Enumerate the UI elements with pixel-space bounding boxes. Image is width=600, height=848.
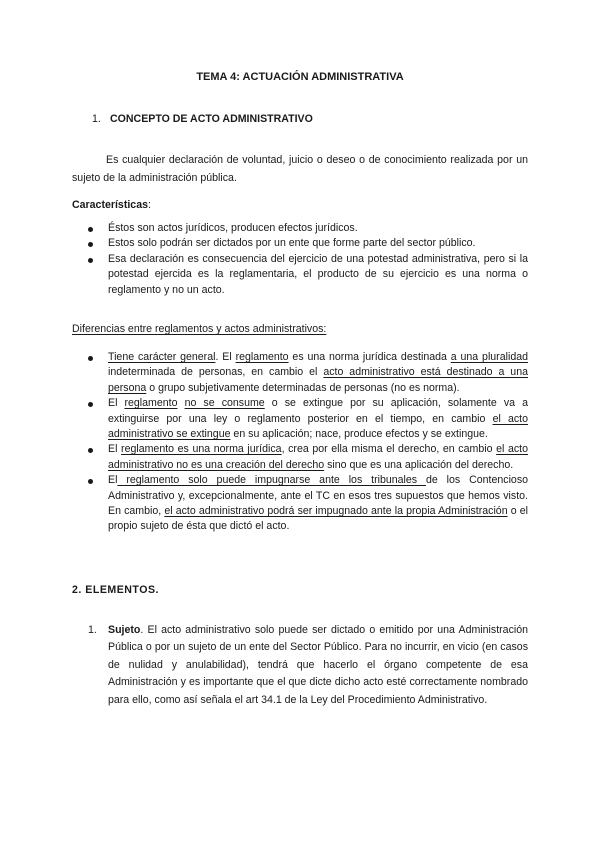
- list-item-term: Sujeto: [108, 624, 141, 636]
- list-item-text: El: [108, 474, 118, 487]
- section-2-heading: 2. ELEMENTOS.: [72, 584, 159, 596]
- list-item-text: Esa declaración es consecuencia del ejercicio de una potestad administrativa, pero si la potestad ejercida es la reglamentaria, el producto de su ejercicio es una norma o reglamento y no un acto.: [108, 252, 528, 296]
- list-item-text: de los Contencioso Administrativo y, excepcionalmente, ante el TC en esos tres supuestos que hemos visto. En cambio,: [108, 474, 529, 518]
- characteristics-list: [72, 221, 528, 298]
- underlined-text: reglamento: [124, 397, 178, 410]
- list-item-text: [178, 397, 185, 409]
- list-item-text: . El: [215, 351, 236, 363]
- underlined-text: no se consume: [184, 397, 265, 410]
- characteristics-heading: [72, 199, 151, 211]
- underlined-text: reglamento es una norma jurídica: [121, 443, 282, 456]
- bullet-icon: [88, 356, 93, 361]
- definition-paragraph: Es cualquier declaración de voluntad, juicio o deseo o de conocimiento realizada por un sujeto de la administración pública.: [72, 154, 528, 184]
- list-item-text: sino que es una aplicación del derecho.: [324, 458, 514, 471]
- bullet-icon: [88, 479, 93, 484]
- list-item: [72, 442, 528, 473]
- list-item-text: es una norma jurídica destinada: [288, 351, 451, 363]
- list-item-text: o grupo subjetivamente determinadas de personas (no es norma).: [146, 381, 460, 394]
- underlined-text: el acto administrativo no es una creación del derecho: [108, 443, 528, 471]
- list-item: [72, 622, 528, 709]
- underlined-text: el acto administrativo podrá ser impugnado ante la propia Administración: [164, 505, 508, 518]
- elements-list: [72, 622, 528, 709]
- section-1-number: 1.: [92, 113, 101, 125]
- underlined-text: a una pluralidad: [450, 351, 528, 363]
- characteristics-colon: :: [147, 199, 151, 211]
- bullet-icon: [88, 242, 93, 247]
- list-item: [72, 236, 528, 251]
- underlined-text: reglamento: [235, 351, 289, 363]
- underlined-text: acto administrativo está destinado a una persona: [108, 366, 528, 394]
- list-item-text: , crea por ella misma el derecho, en cambio: [281, 443, 497, 456]
- list-item-text: en su aplicación; nace, produce efectos y se extingue.: [230, 428, 488, 441]
- list-item-text: Éstos son actos jurídicos, producen efectos jurídicos.: [108, 222, 358, 234]
- page-title: TEMA 4: ACTUACIÓN ADMINISTRATIVA: [196, 71, 404, 83]
- bullet-icon: [88, 227, 93, 232]
- section-1-title: CONCEPTO DE ACTO ADMINISTRATIVO: [110, 113, 313, 125]
- list-item-text: El: [108, 397, 125, 410]
- list-item: [72, 396, 528, 442]
- bullet-icon: [88, 448, 93, 453]
- list-item-text: o se extingue por su aplicación, solamente va a extinguirse por una ley o reglamento posterior en el tiempo, en cambio: [108, 397, 528, 425]
- underlined-text: el acto administrativo se extingue: [108, 412, 528, 441]
- list-item-text: Estos solo podrán ser dictados por un ente que forme parte del sector público.: [108, 237, 476, 250]
- bullet-icon: [88, 402, 93, 407]
- list-item: [72, 350, 528, 396]
- list-item-text: o el propio sujeto de ésta que dictó el acto.: [108, 505, 528, 533]
- list-item-text: El: [108, 443, 122, 456]
- bullet-icon: [88, 258, 93, 263]
- list-item: [72, 473, 528, 535]
- underlined-text: reglamento solo puede impugnarse ante los tribunales: [117, 474, 426, 487]
- list-item-text: . El acto administrativo solo puede ser dictado o emitido por una Administración Pública o por un sujeto de un ente del Sector Público. Para no incurrir, en vicio (en casos de nulidad y anulabilidad), tendrá que hacerlo el órgano competente de esa Administración y es importante que el que dicte dicho acto esté correctamente nombrado para ello, como así señala el art 34.1 de la Ley del Procedimiento Administrativo.: [108, 624, 528, 706]
- list-item-number: 1.: [88, 624, 97, 636]
- underlined-text: Tiene carácter general: [108, 351, 216, 363]
- list-item: [72, 221, 528, 236]
- differences-heading: Diferencias entre reglamentos y actos administrativos:: [72, 323, 327, 335]
- list-item-text: indeterminada de personas, en cambio el: [108, 366, 324, 379]
- differences-list: [72, 350, 528, 535]
- list-item: [72, 252, 528, 298]
- section-1-heading: [92, 113, 313, 125]
- characteristics-label: Características: [72, 199, 148, 211]
